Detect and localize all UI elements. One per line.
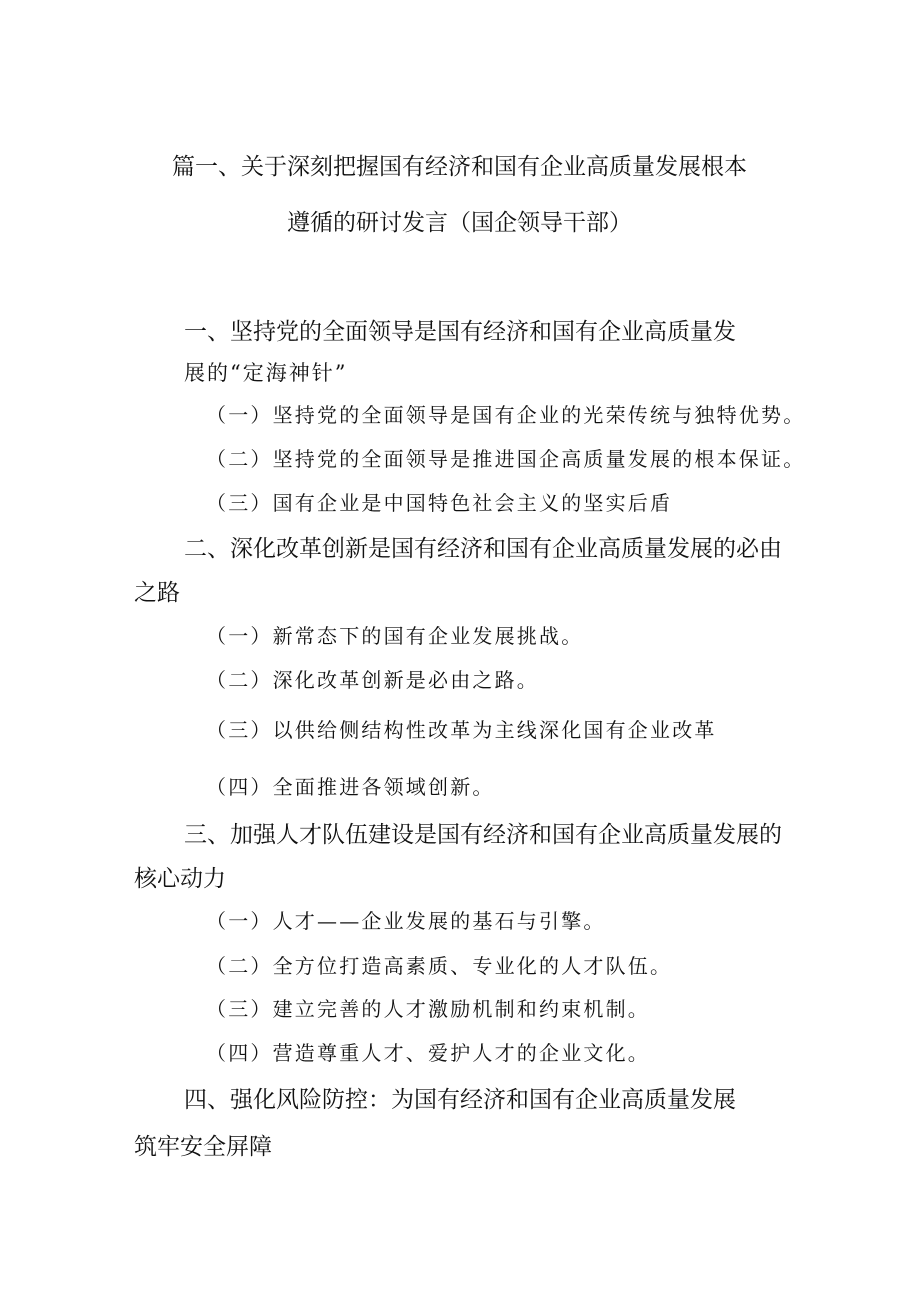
section-1-heading-line-2: 展的“定海神针” [184, 361, 348, 385]
section-1-item-2: （二）坚持党的全面领导是推进国企高质量发展的根本保证。 [206, 447, 806, 471]
section-1-item-1: （一）坚持党的全面领导是国有企业的光荣传统与独特优势。 [206, 403, 806, 427]
section-4-heading-line-1: 四、强化风险防控：为国有经济和国有企业高质量发展 [184, 1087, 736, 1113]
section-3-item-1: （一）人才——企业发展的基石与引擎。 [206, 909, 606, 933]
section-2-item-2: （二）深化改革创新是必由之路。 [206, 668, 539, 692]
section-3-item-2: （二）全方位打造高素质、专业化的人才队伍。 [206, 954, 673, 978]
section-3-item-4: （四）营造尊重人才、爱护人才的企业文化。 [206, 1041, 650, 1065]
section-2-heading-line-2: 之路 [134, 580, 180, 606]
section-2-heading-line-1: 二、深化改革创新是国有经济和国有企业高质量发展的必由 [184, 536, 782, 562]
section-3-item-3: （三）建立完善的人才激励机制和约束机制。 [206, 997, 650, 1021]
section-3-heading-line-2: 核心动力 [134, 866, 226, 892]
section-1-item-3: （三）国有企业是中国特色社会主义的坚实后盾 [206, 491, 673, 515]
section-2-item-1: （一）新常态下的国有企业发展挑战。 [206, 624, 584, 648]
section-2-item-4: （四）全面推进各领域创新。 [206, 775, 495, 799]
section-1-heading-line-1: 一、坚持党的全面领导是国有经济和国有企业高质量发 [184, 319, 736, 345]
title-line-2: 遵循的研讨发言（国企领导干部） [287, 210, 632, 236]
section-3-heading-line-1: 三、加强人才队伍建设是国有经济和国有企业高质量发展的 [184, 822, 782, 848]
section-4-heading-line-2: 筑牢安全屏障 [134, 1134, 272, 1160]
title-line-1: 篇一、关于深刻把握国有经济和国有企业高质量发展根本 [172, 154, 747, 180]
section-2-item-3: （三）以供给侧结构性改革为主线深化国有企业改革 [206, 718, 717, 742]
